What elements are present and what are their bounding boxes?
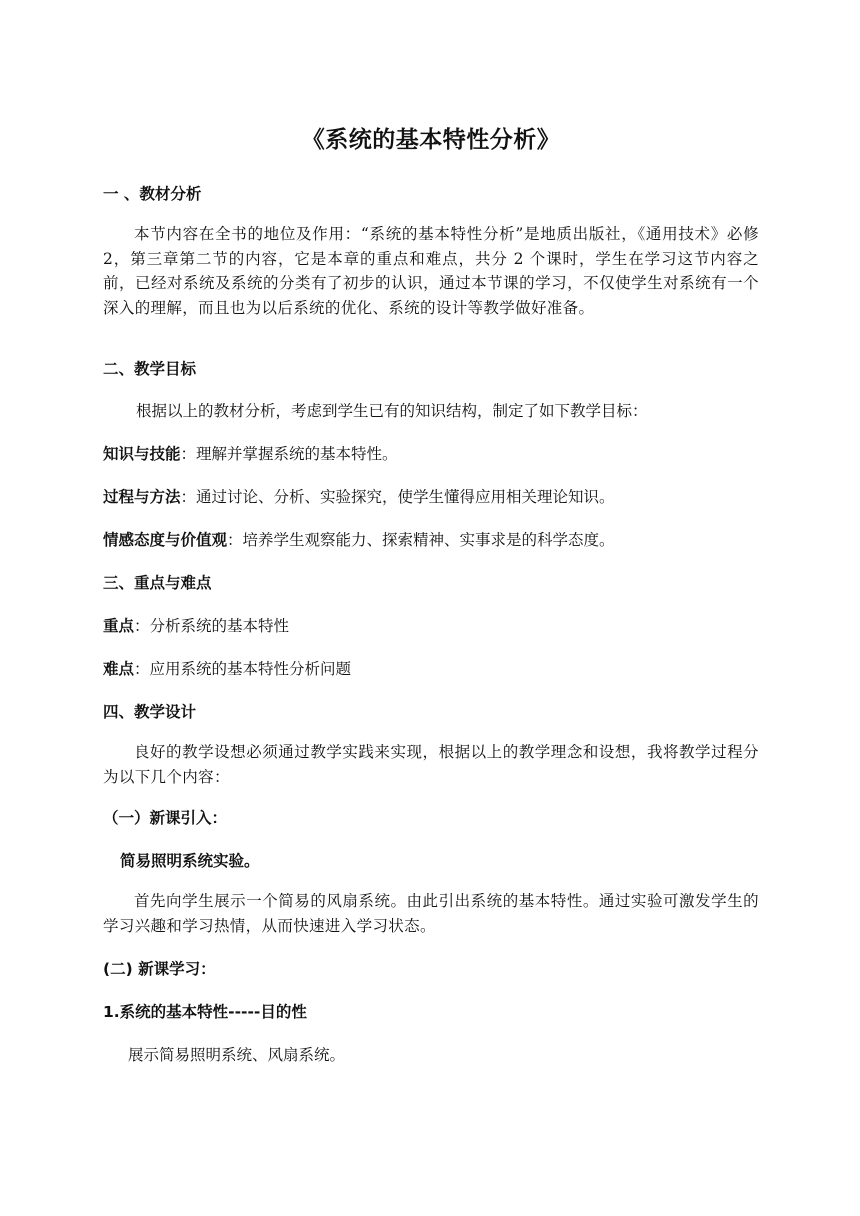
part-heading-new-lesson-study: (二) 新课学习：: [103, 960, 216, 978]
key-point-text: ：分析系统的基本特性: [134, 617, 290, 635]
item-heading-purpose: 1.系统的基本特性-----目的性: [103, 1003, 307, 1021]
difficult-point-label: 难点: [103, 660, 135, 678]
item-purpose-text: 展示简易照明系统、风扇系统。: [128, 1046, 346, 1064]
key-point: [103, 614, 289, 636]
goal-label: 过程与方法: [103, 488, 181, 506]
textbook-analysis-paragraph: 本节内容在全书的地位及作用：“系统的基本特性分析”是地质出版社，《通用技术》必修2，第三章第二节的内容，它是本章的重点和难点，共分 2 个课时，学生在学习这节内容之前，已经对系统及系统的分类有了初步的认识，通过本节课的学习，不仅使学生对系统有一个深入的理解，而且也为以后系统的优化、系统的设计等教学做好准备。: [103, 225, 759, 317]
goal-text: ：通过讨论、分析、实验探究，使学生懂得应用相关理论知识。: [180, 488, 615, 506]
goal-process-method: [103, 485, 615, 507]
key-point-label: 重点: [103, 617, 135, 635]
goal-emotion-values: [103, 528, 615, 550]
goal-text: ：培养学生观察能力、探索精神、实事求是的科学态度。: [227, 531, 615, 549]
section-heading-key-difficult: 三、重点与难点: [103, 574, 212, 592]
new-lesson-intro-paragraph: 首先向学生展示一个简易的风扇系统。由此引出系统的基本特性。通过实验可激发学生的学习兴趣和学习热情，从而快速进入学习状态。: [103, 892, 759, 935]
difficult-point-text: ：应用系统的基本特性分析问题: [134, 660, 352, 678]
goal-text: ：理解并掌握系统的基本特性。: [180, 445, 398, 463]
document-page: [103, 0, 759, 1216]
section-heading-textbook-analysis: 一 、教材分析: [103, 185, 202, 203]
document-title: 《系统的基本特性分析》: [301, 127, 561, 153]
goal-label: 情感态度与价值观: [103, 531, 228, 549]
section-heading-teaching-goals: 二、教学目标: [103, 360, 197, 378]
experiment-subheading: 简易照明系统实验。: [120, 852, 260, 870]
goal-knowledge-skills: [103, 442, 398, 464]
goal-label: 知识与技能: [103, 445, 181, 463]
teaching-goals-intro: 根据以上的教材分析，考虑到学生已有的知识结构，制定了如下教学目标：: [136, 402, 648, 420]
difficult-point: [103, 657, 351, 679]
teaching-design-paragraph: 良好的教学设想必须通过教学实践来实现，根据以上的教学理念和设想，我将教学过程分为以下几个内容：: [103, 743, 759, 786]
part-heading-new-lesson-intro: （一）新课引入：: [103, 809, 228, 827]
section-heading-teaching-design: 四、教学设计: [103, 703, 197, 721]
